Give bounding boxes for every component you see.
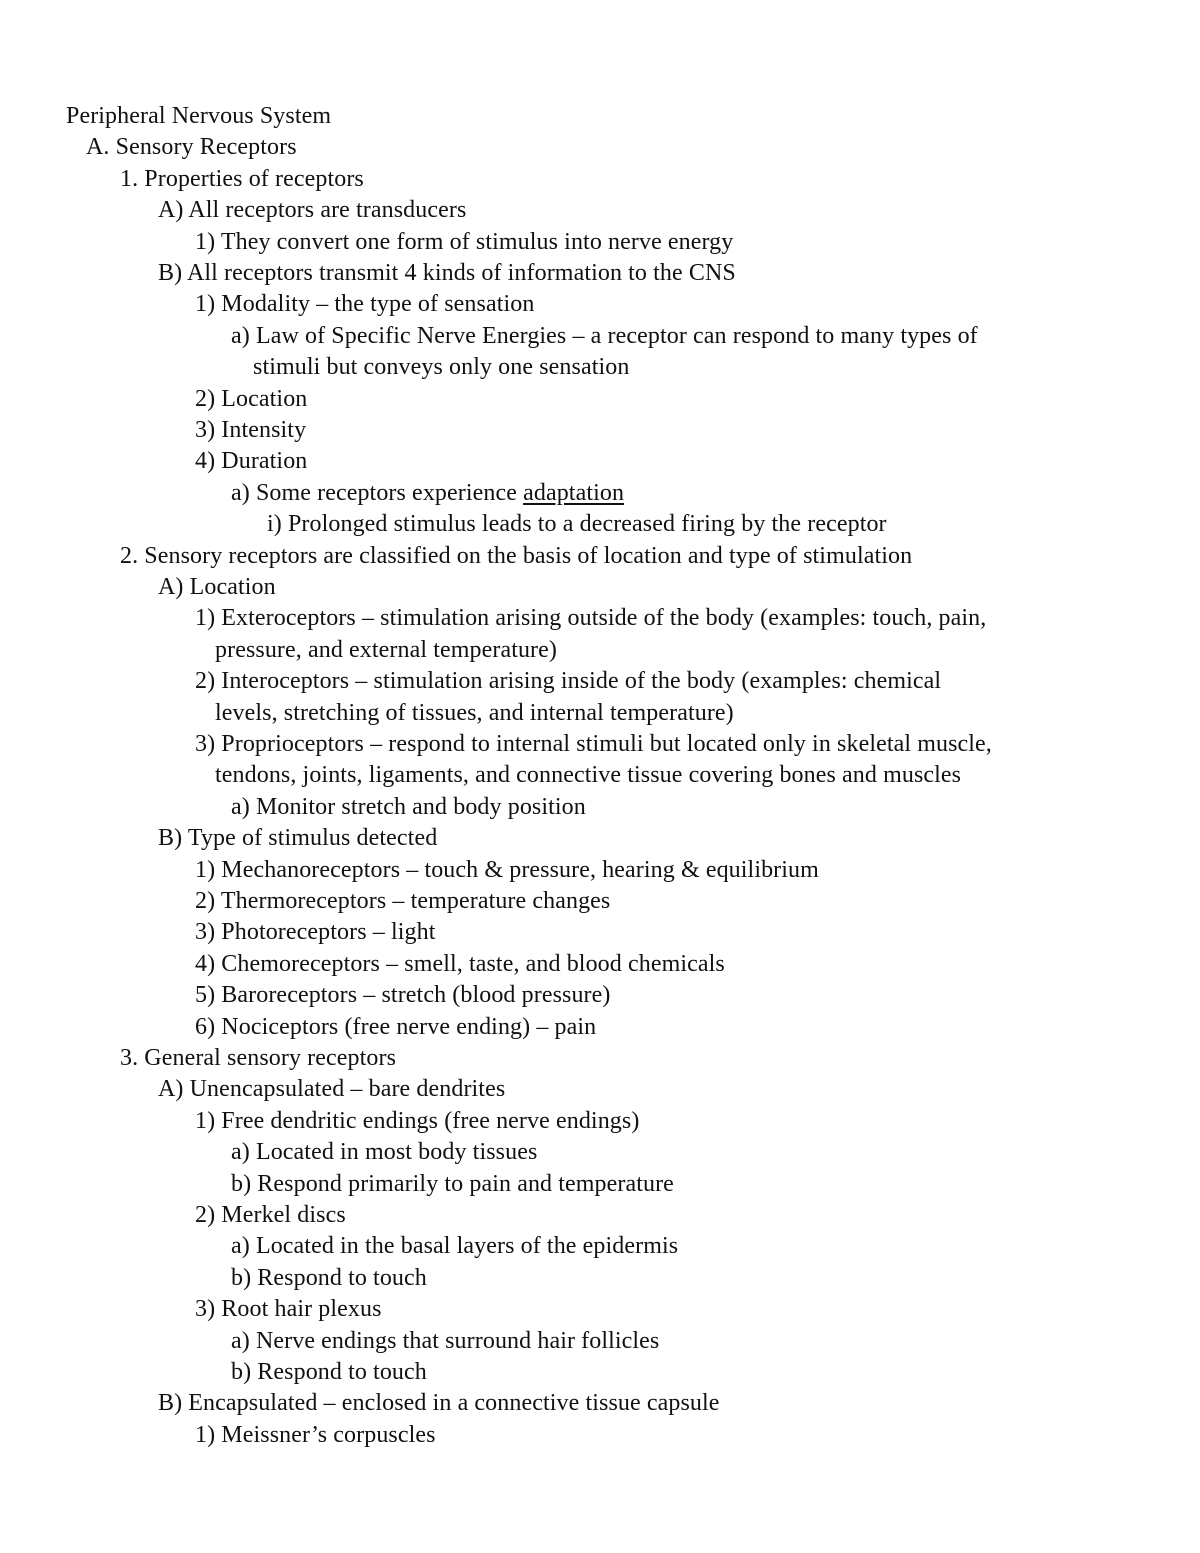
outline-item (195, 1012, 596, 1042)
outline-item (195, 446, 307, 476)
outline-item (231, 321, 978, 351)
outline-item-text: 1) Meissner’s corpuscles (195, 1422, 436, 1448)
outline-item-text: 1. Properties of receptors (120, 166, 364, 192)
outline-item (158, 258, 736, 288)
outline-item (231, 478, 624, 508)
outline-item (231, 1137, 537, 1167)
outline-item (195, 886, 610, 916)
outline-item (158, 1388, 720, 1418)
outline-item (195, 949, 725, 979)
outline-item (120, 541, 912, 571)
outline-item-text: 3) Photoreceptors – light (195, 919, 436, 945)
outline-item (158, 572, 276, 602)
outline-item-text: 5) Baroreceptors – stretch (blood pressure) (195, 982, 611, 1008)
outline-item (231, 1169, 674, 1199)
outline-item (86, 132, 297, 162)
outline-item-text: 3) Root hair plexus (195, 1296, 382, 1322)
outline-item (195, 729, 992, 759)
outline-item (195, 384, 307, 414)
outline-item-text: 3. General sensory receptors (120, 1045, 397, 1071)
outline-item (215, 698, 734, 728)
outline-item-text: b) Respond to touch (231, 1359, 427, 1385)
outline-item (195, 855, 819, 885)
outline-item (158, 823, 437, 853)
outline-item-text: a) Nerve endings that surround hair follicles (231, 1328, 660, 1354)
outline-item-text: a) Monitor stretch and body position (231, 794, 586, 820)
outline-item-text: B) All receptors transmit 4 kinds of information to the CNS (158, 260, 736, 286)
outline-item (253, 352, 629, 382)
outline-item-text: b) Respond primarily to pain and temperature (231, 1171, 674, 1197)
outline-item-text: 2) Thermoreceptors – temperature changes (195, 888, 611, 914)
outline-item (195, 603, 986, 633)
outline-item-text: A) All receptors are transducers (158, 197, 467, 223)
outline-item (231, 1357, 427, 1387)
outline-item (195, 1200, 346, 1230)
outline-item-text: a) Located in most body tissues (231, 1139, 538, 1165)
outline-item-text: 3) Proprioceptors – respond to internal stimuli but located only in skeletal muscle, (195, 731, 992, 757)
outline-item-text: 2) Merkel discs (195, 1202, 346, 1228)
outline-item (195, 980, 611, 1010)
outline-item (195, 666, 941, 696)
outline-item-text: A. Sensory Receptors (86, 134, 297, 160)
outline-item-text: B) Type of stimulus detected (158, 825, 438, 851)
outline-item-text: 1) Modality – the type of sensation (195, 291, 535, 317)
outline-item (195, 1106, 639, 1136)
outline-item-text: pressure, and external temperature) (215, 637, 557, 663)
outline-item (215, 760, 961, 790)
outline-item (195, 1294, 382, 1324)
outline-item (120, 164, 364, 194)
outline-item-text: Peripheral Nervous System (66, 103, 332, 129)
outline-item-text: 1) Free dendritic endings (free nerve endings) (195, 1108, 640, 1134)
outline-item-text: i) Prolonged stimulus leads to a decreased firing by the receptor (267, 511, 887, 537)
page-title (66, 101, 331, 131)
outline-item-text: 1) Exteroceptors – stimulation arising outside of the body (examples: touch, pain, (195, 605, 987, 631)
outline-item-text: 2) Location (195, 386, 308, 412)
outline-item (158, 1074, 505, 1104)
outline-item (195, 1420, 436, 1450)
outline-item-text: a) Located in the basal layers of the epidermis (231, 1233, 679, 1259)
outline-item-text: 1) They convert one form of stimulus into nerve energy (195, 229, 734, 255)
outline-item (231, 1263, 427, 1293)
outline-item (231, 792, 586, 822)
underlined-term: adaptation (523, 480, 625, 506)
outline-item-text: 1) Mechanoreceptors – touch & pressure, hearing & equilibrium (195, 857, 819, 883)
outline-item-text: A) Location (158, 574, 276, 600)
outline-item-text: 4) Duration (195, 448, 308, 474)
outline-item (158, 195, 466, 225)
outline-item (120, 1043, 396, 1073)
outline-item-text: A) Unencapsulated – bare dendrites (158, 1076, 506, 1102)
outline-item-text: b) Respond to touch (231, 1265, 427, 1291)
outline-item (195, 227, 733, 257)
outline-item-text: stimuli but conveys only one sensation (253, 354, 630, 380)
outline-item-text: 2) Interoceptors – stimulation arising inside of the body (examples: chemical (195, 668, 942, 694)
outline-item-text: 3) Intensity (195, 417, 307, 443)
outline-item-text: tendons, joints, ligaments, and connective tissue covering bones and muscles (215, 762, 962, 788)
outline-item-text: 4) Chemoreceptors – smell, taste, and blood chemicals (195, 951, 725, 977)
outline-item-text: B) Encapsulated – enclosed in a connective tissue capsule (158, 1390, 720, 1416)
outline-item (231, 1326, 659, 1356)
outline-item-text: a) Some receptors experience (231, 480, 524, 506)
outline-item (195, 415, 306, 445)
outline-item-text: 2. Sensory receptors are classified on the basis of location and type of stimulation (120, 543, 913, 569)
outline-item (215, 635, 557, 665)
outline-item-text: a) Law of Specific Nerve Energies – a receptor can respond to many types of (231, 323, 978, 349)
outline-item (195, 917, 435, 947)
outline-item (195, 289, 534, 319)
outline-item (231, 1231, 678, 1261)
outline-item-text: 6) Nociceptors (free nerve ending) – pain (195, 1014, 597, 1040)
outline-item-text: levels, stretching of tissues, and internal temperature) (215, 700, 734, 726)
outline-item (267, 509, 887, 539)
